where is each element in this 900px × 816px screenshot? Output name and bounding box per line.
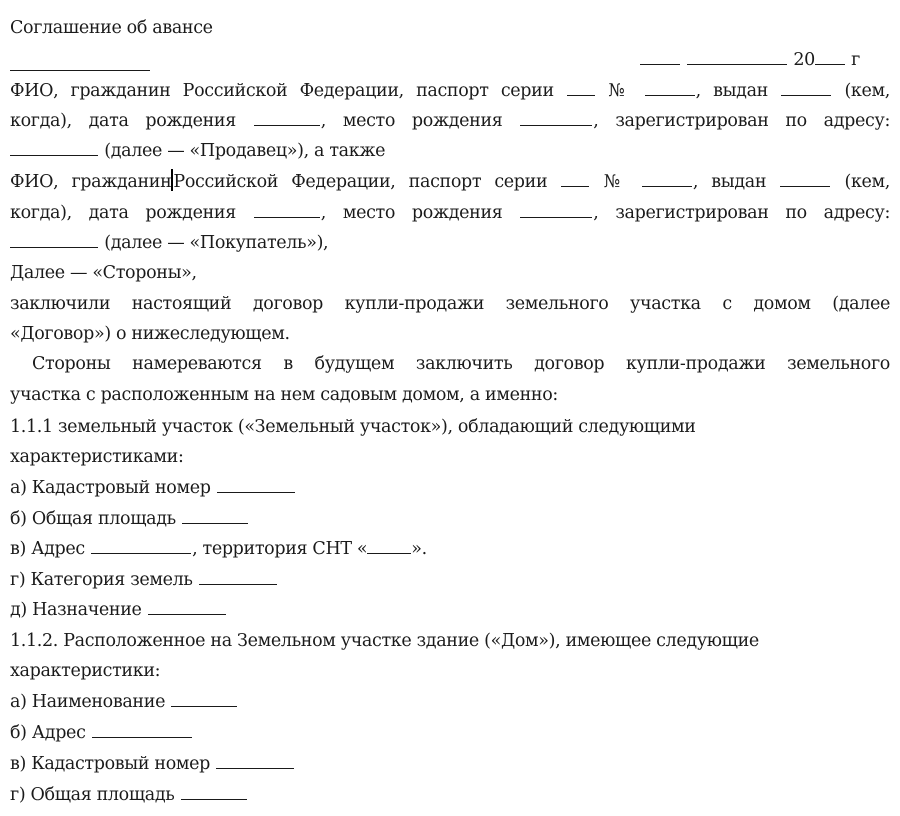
- snt-blank: [367, 535, 411, 554]
- party2-fio-b: Российской Федерации, паспорт серии: [173, 172, 548, 192]
- area-blank: [181, 781, 247, 800]
- party2-fio-text: [10, 172, 547, 192]
- house-item-name: [10, 687, 238, 717]
- issued-text: , выдан: [692, 172, 767, 192]
- item-label: г) Общая площадь: [10, 785, 175, 805]
- birth-date-blank: [254, 199, 320, 218]
- house-heading-1: 1.1.2. Расположенное на Земельном участке здание («Дом»), имеющее следующие: [10, 631, 759, 651]
- snt-end: ».: [411, 539, 427, 559]
- cadastral-blank: [217, 474, 295, 493]
- item-label: д) Назначение: [10, 600, 142, 620]
- party1-line2: [10, 106, 890, 136]
- document-body[interactable]: [10, 0, 890, 816]
- party1-line3: [10, 136, 385, 166]
- registered-text: , зарегистрирован по адресу:: [593, 203, 890, 223]
- year-blank: [815, 46, 845, 65]
- house-item-address: [10, 718, 193, 748]
- land-item-cadastral: [10, 473, 296, 503]
- birth-date-blank: [254, 107, 320, 126]
- purpose-blank: [148, 596, 226, 615]
- land-heading-1: 1.1.1 земельный участок («Земельный участок»), обладающий следующими: [10, 417, 696, 437]
- year-prefix: 20: [793, 50, 815, 70]
- parties-alias: Далее — «Стороны»,: [10, 263, 197, 283]
- party2-line1: [10, 167, 890, 197]
- passport-series-blank: [561, 168, 589, 187]
- category-blank: [199, 566, 277, 585]
- date-field: [639, 45, 860, 75]
- month-blank: [687, 46, 787, 65]
- birth-place-blank: [520, 107, 592, 126]
- intent-line-1: Стороны намереваются в будущем заключить договор купли-продажи земельного: [32, 354, 890, 374]
- house-item-cadastral: [10, 749, 295, 779]
- snt-text: , территория СНТ «: [192, 539, 368, 559]
- address-blank: [92, 719, 192, 738]
- date-line: [10, 45, 890, 75]
- item-label: в) Кадастровый номер: [10, 754, 211, 774]
- issued-text: , выдан: [695, 81, 768, 101]
- address-blank: [10, 137, 98, 156]
- issued-by-blank: [781, 77, 831, 96]
- party1-line1: [10, 76, 890, 106]
- issued-by-blank: [780, 168, 830, 187]
- registered-text: , зарегистрирован по адресу:: [593, 111, 890, 131]
- item-label: г) Категория земель: [10, 570, 193, 590]
- document-title: Соглашение об авансе: [10, 18, 213, 38]
- item-label: б) Общая площадь: [10, 509, 176, 529]
- number-sign: №: [608, 81, 632, 101]
- party1-fio-text: ФИО, гражданин Российской Федерации, паспорт серии: [10, 81, 554, 101]
- item-label: в) Адрес: [10, 539, 85, 559]
- birth-date-text: когда), дата рождения: [10, 203, 236, 223]
- passport-series-blank: [567, 77, 595, 96]
- passport-number-blank: [645, 77, 695, 96]
- birth-place-text: , место рождения: [320, 203, 503, 223]
- address-blank: [10, 229, 98, 248]
- day-blank: [640, 46, 680, 65]
- passport-number-blank: [642, 168, 692, 187]
- intent-line-2: участка с расположенным на нем садовым домом, а именно:: [10, 385, 558, 405]
- birth-place-blank: [520, 199, 592, 218]
- house-heading-2: характеристики:: [10, 661, 161, 681]
- house-item-area: [10, 780, 248, 810]
- number-sign: №: [603, 172, 628, 192]
- area-blank: [182, 505, 248, 524]
- land-item-address: [10, 534, 427, 564]
- year-suffix: г: [851, 50, 860, 70]
- kem-text: (кем,: [844, 81, 890, 101]
- land-item-category: [10, 565, 278, 595]
- item-label: а) Наименование: [10, 692, 166, 712]
- item-label: б) Адрес: [10, 723, 86, 743]
- buyer-alias: (далее — «Покупатель»),: [104, 233, 329, 253]
- party2-line2: [10, 198, 890, 228]
- contract-line-1: заключили настоящий договор купли-продажи земельного участка с домом (далее: [10, 294, 890, 314]
- address-blank: [91, 535, 191, 554]
- contract-line-2: «Договор») о нижеследующем.: [10, 324, 290, 344]
- birth-place-text: , место рождения: [320, 111, 503, 131]
- party2-fio-a: ФИО, гражданин: [10, 172, 172, 192]
- land-item-area: [10, 504, 249, 534]
- land-item-purpose: [10, 595, 227, 625]
- birth-date-text: когда), дата рождения: [10, 111, 236, 131]
- kem-text: (кем,: [844, 172, 891, 192]
- cadastral-blank: [216, 750, 294, 769]
- item-label: а) Кадастровый номер: [10, 478, 211, 498]
- name-blank: [171, 688, 237, 707]
- party2-line3: [10, 228, 328, 258]
- land-heading-2: характеристиками:: [10, 447, 184, 467]
- seller-alias: (далее — «Продавец»), а также: [104, 141, 386, 161]
